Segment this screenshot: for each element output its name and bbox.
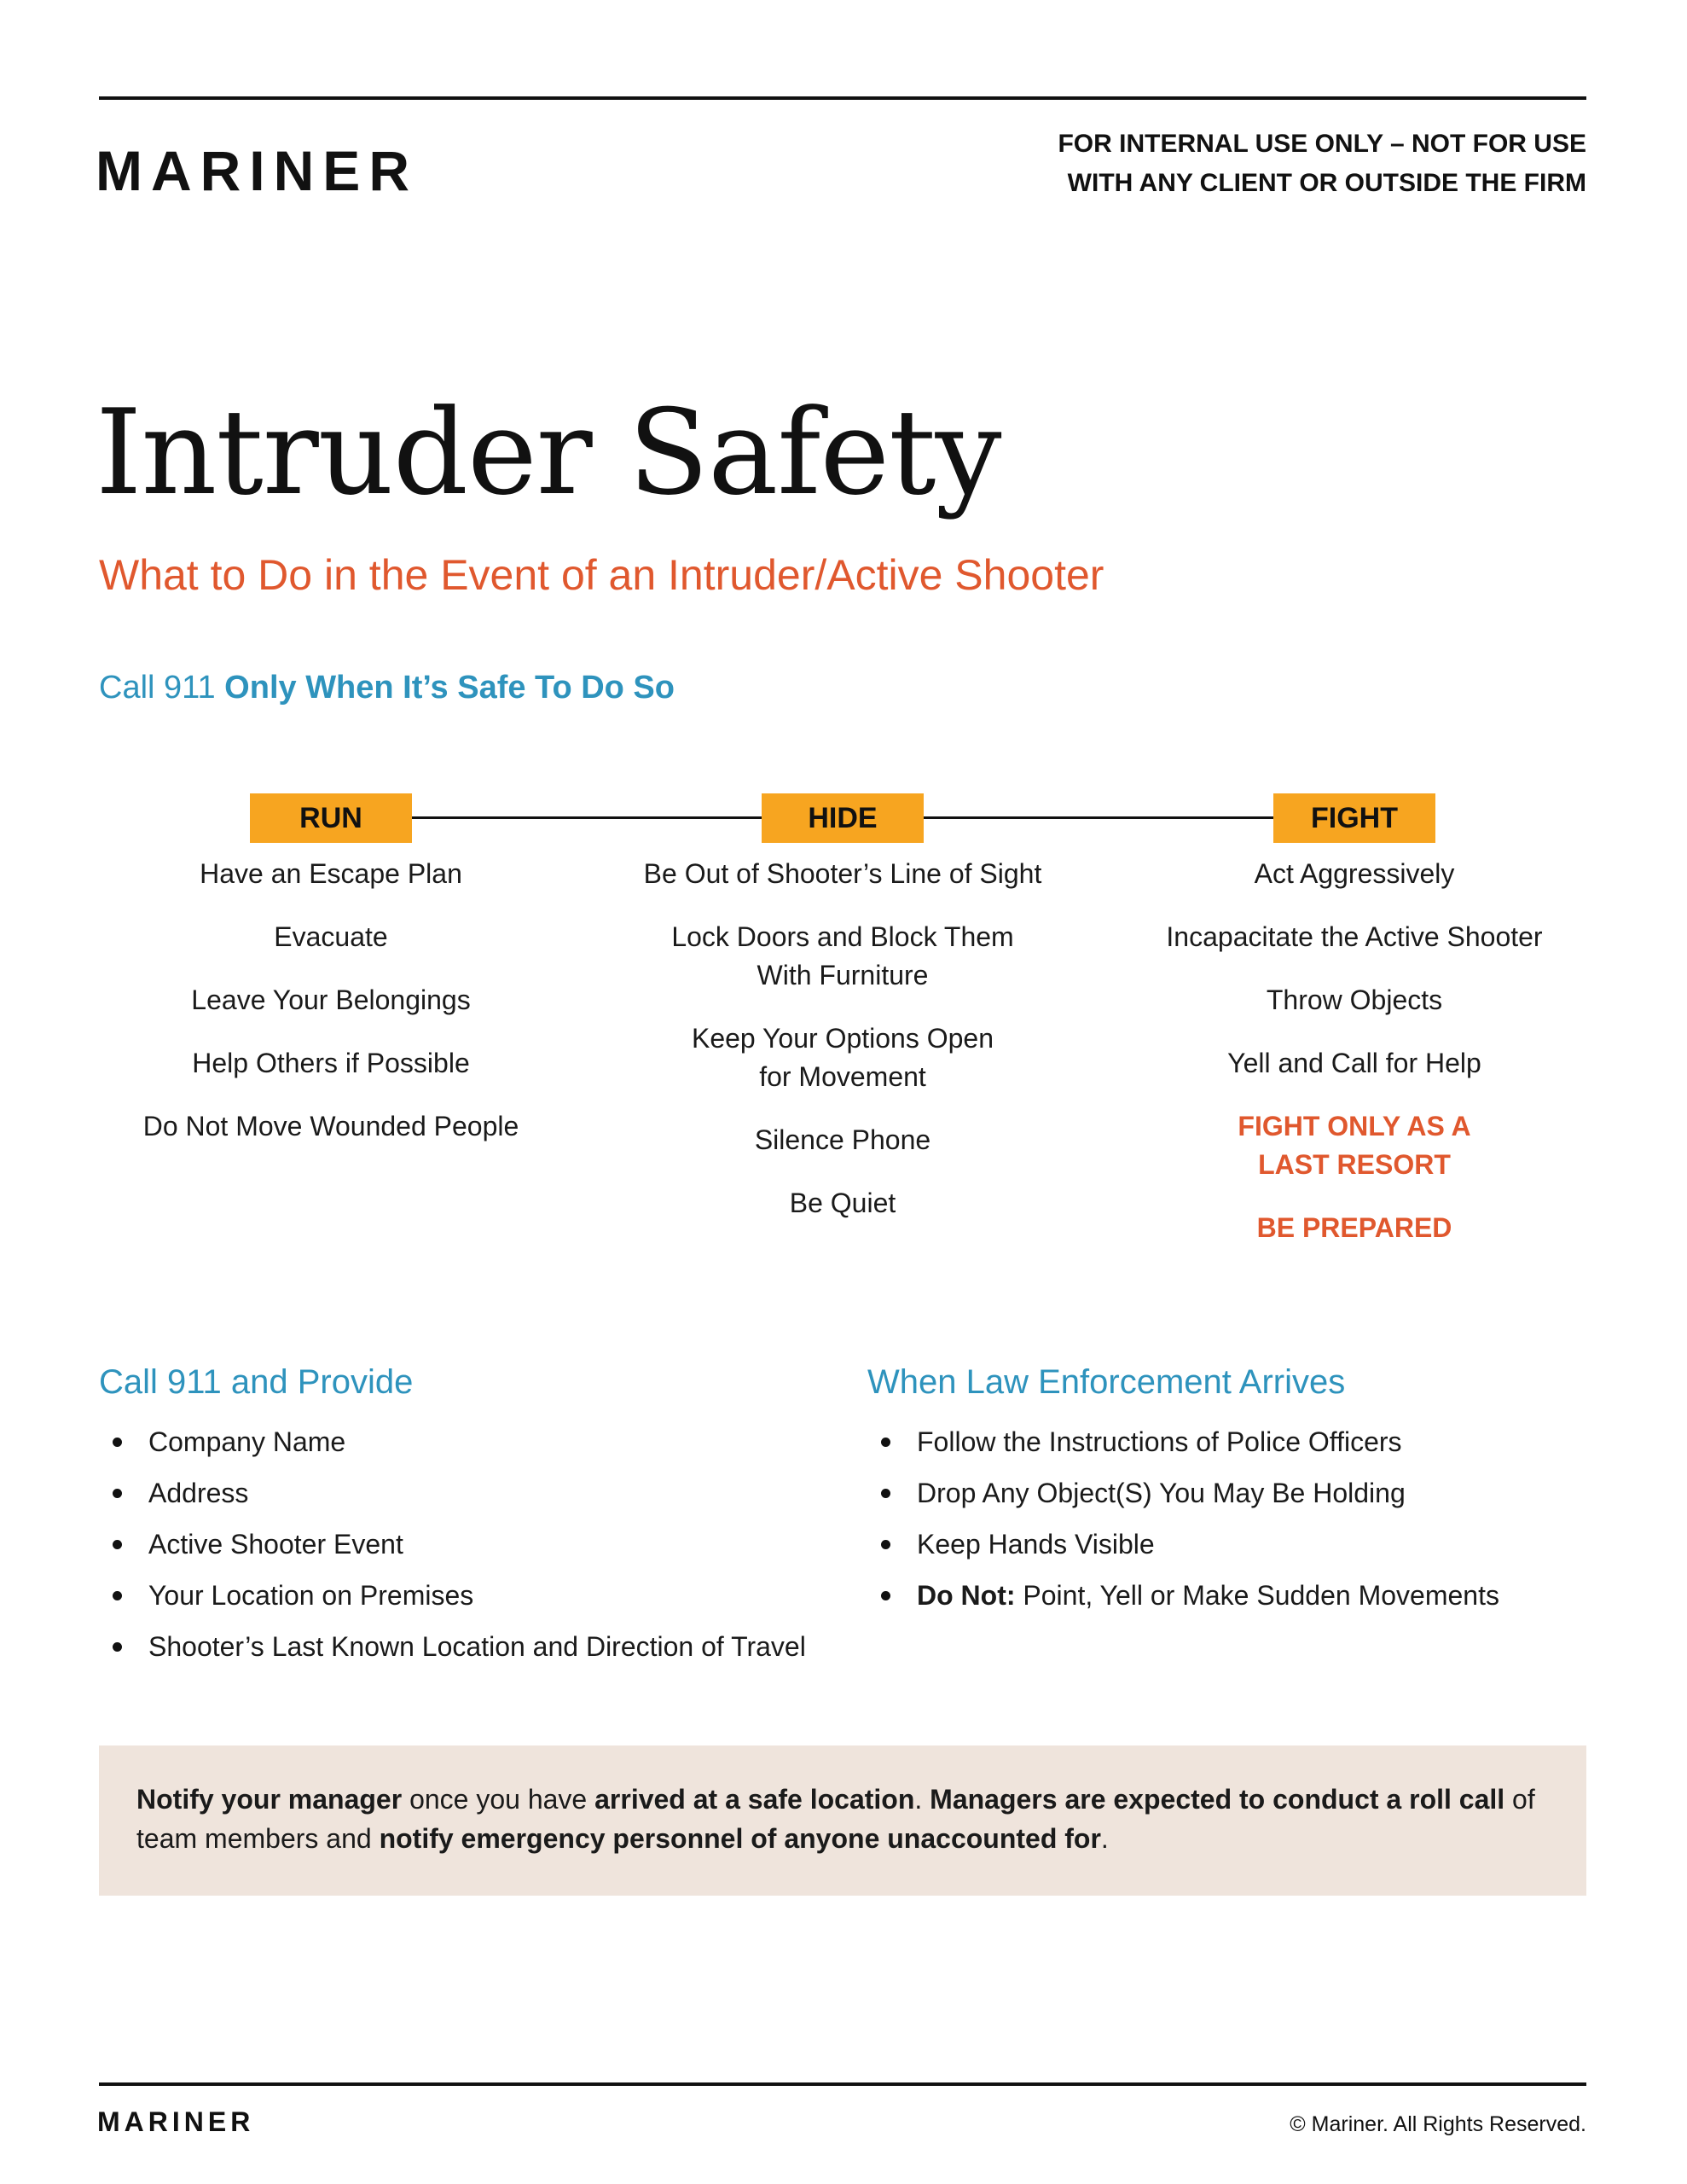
fight-badge: FIGHT bbox=[1273, 793, 1435, 843]
list-item-text: Drop Any Object(S) You May Be Holding bbox=[917, 1478, 1406, 1508]
fight-warning: BE PREPARED bbox=[1256, 1212, 1452, 1243]
roll-call-notice bbox=[99, 1745, 1586, 1896]
run-column bbox=[75, 793, 587, 1170]
list-item bbox=[867, 1467, 1499, 1519]
mariner-logo: MARINER bbox=[96, 139, 418, 202]
notice-text: of team members and bbox=[136, 1784, 1535, 1854]
bullet-icon bbox=[881, 1591, 890, 1600]
bullet-icon bbox=[113, 1438, 122, 1447]
notice-bold: arrived at a safe location bbox=[594, 1784, 915, 1815]
call-911-note bbox=[99, 670, 675, 706]
list-item-text: Company Name bbox=[148, 1426, 346, 1457]
fight-item: Yell and Call for Help bbox=[1227, 1048, 1481, 1078]
fight-column bbox=[1099, 793, 1610, 1272]
list-item-text: Active Shooter Event bbox=[148, 1529, 403, 1560]
run-item: Have an Escape Plan bbox=[200, 858, 462, 889]
list-item-text: Shooter’s Last Known Location and Direction of Travel bbox=[148, 1631, 806, 1662]
list-item bbox=[867, 1570, 1499, 1621]
bullet-icon bbox=[113, 1642, 122, 1652]
notice-bold: notify emergency personnel of anyone unaccounted for bbox=[379, 1823, 1101, 1854]
list-item bbox=[99, 1467, 806, 1519]
bullet-icon bbox=[881, 1438, 890, 1447]
bottom-divider bbox=[99, 2082, 1586, 2086]
call-911-emphasis: Only When It’s Safe To Do So bbox=[224, 670, 675, 706]
fight-warning: FIGHT ONLY AS A LAST RESORT bbox=[1238, 1111, 1471, 1180]
run-badge: RUN bbox=[250, 793, 412, 843]
law-enforcement-heading: When Law Enforcement Arrives bbox=[867, 1363, 1346, 1401]
notice-text: once you have bbox=[402, 1784, 595, 1815]
hide-item: Be Quiet bbox=[789, 1188, 896, 1218]
call-911-provide-list bbox=[99, 1416, 806, 1672]
list-item-text: Keep Hands Visible bbox=[917, 1529, 1155, 1560]
copyright: © Mariner. All Rights Reserved. bbox=[1290, 2112, 1586, 2136]
hide-item: Be Out of Shooter’s Line of Sight bbox=[643, 858, 1042, 889]
notice-bold: Notify your manager bbox=[136, 1784, 403, 1815]
hide-item: Silence Phone bbox=[754, 1124, 931, 1155]
hide-column bbox=[587, 793, 1099, 1247]
hide-item: Lock Doors and Block Them With Furniture bbox=[671, 921, 1014, 990]
law-enforcement-list bbox=[867, 1416, 1499, 1621]
bullet-icon bbox=[113, 1489, 122, 1498]
internal-use-notice bbox=[1058, 125, 1586, 203]
call-911-provide-heading: Call 911 and Provide bbox=[99, 1363, 414, 1401]
fight-item: Incapacitate the Active Shooter bbox=[1166, 921, 1543, 952]
list-item bbox=[867, 1519, 1499, 1570]
top-divider bbox=[99, 96, 1586, 100]
page-title: Intruder Safety bbox=[96, 384, 1001, 521]
internal-line-1: FOR INTERNAL USE ONLY – NOT FOR USE bbox=[1058, 130, 1586, 158]
run-item: Evacuate bbox=[274, 921, 388, 952]
footer-logo: MARINER bbox=[97, 2106, 255, 2137]
notice-text: . bbox=[914, 1784, 930, 1815]
run-item: Leave Your Belongings bbox=[191, 985, 471, 1015]
page-subtitle: What to Do in the Event of an Intruder/Active Shooter bbox=[99, 551, 1104, 599]
list-item bbox=[99, 1621, 806, 1672]
hide-item: Keep Your Options Open for Movement bbox=[691, 1023, 994, 1092]
list-item bbox=[99, 1570, 806, 1621]
list-item-text: Address bbox=[148, 1478, 249, 1508]
do-not-label: Do Not: bbox=[917, 1580, 1016, 1611]
call-911-prefix: Call 911 bbox=[99, 670, 225, 706]
bullet-icon bbox=[881, 1489, 890, 1498]
fight-item: Throw Objects bbox=[1266, 985, 1443, 1015]
list-item-text: Point, Yell or Make Sudden Movements bbox=[1015, 1580, 1499, 1611]
run-item: Do Not Move Wounded People bbox=[142, 1111, 519, 1141]
hide-badge: HIDE bbox=[762, 793, 924, 843]
notice-bold: Managers are expected to conduct a roll call bbox=[930, 1784, 1505, 1815]
list-item-text: Follow the Instructions of Police Officers bbox=[917, 1426, 1402, 1457]
run-item: Help Others if Possible bbox=[192, 1048, 470, 1078]
bullet-icon bbox=[113, 1540, 122, 1549]
list-item bbox=[867, 1416, 1499, 1467]
bullet-icon bbox=[881, 1540, 890, 1549]
notice-text: . bbox=[1100, 1823, 1109, 1854]
fight-item: Act Aggressively bbox=[1254, 858, 1455, 889]
list-item bbox=[99, 1519, 806, 1570]
list-item-text: Your Location on Premises bbox=[148, 1580, 474, 1611]
internal-line-2: WITH ANY CLIENT OR OUTSIDE THE FIRM bbox=[1067, 169, 1586, 197]
list-item bbox=[99, 1416, 806, 1467]
bullet-icon bbox=[113, 1591, 122, 1600]
